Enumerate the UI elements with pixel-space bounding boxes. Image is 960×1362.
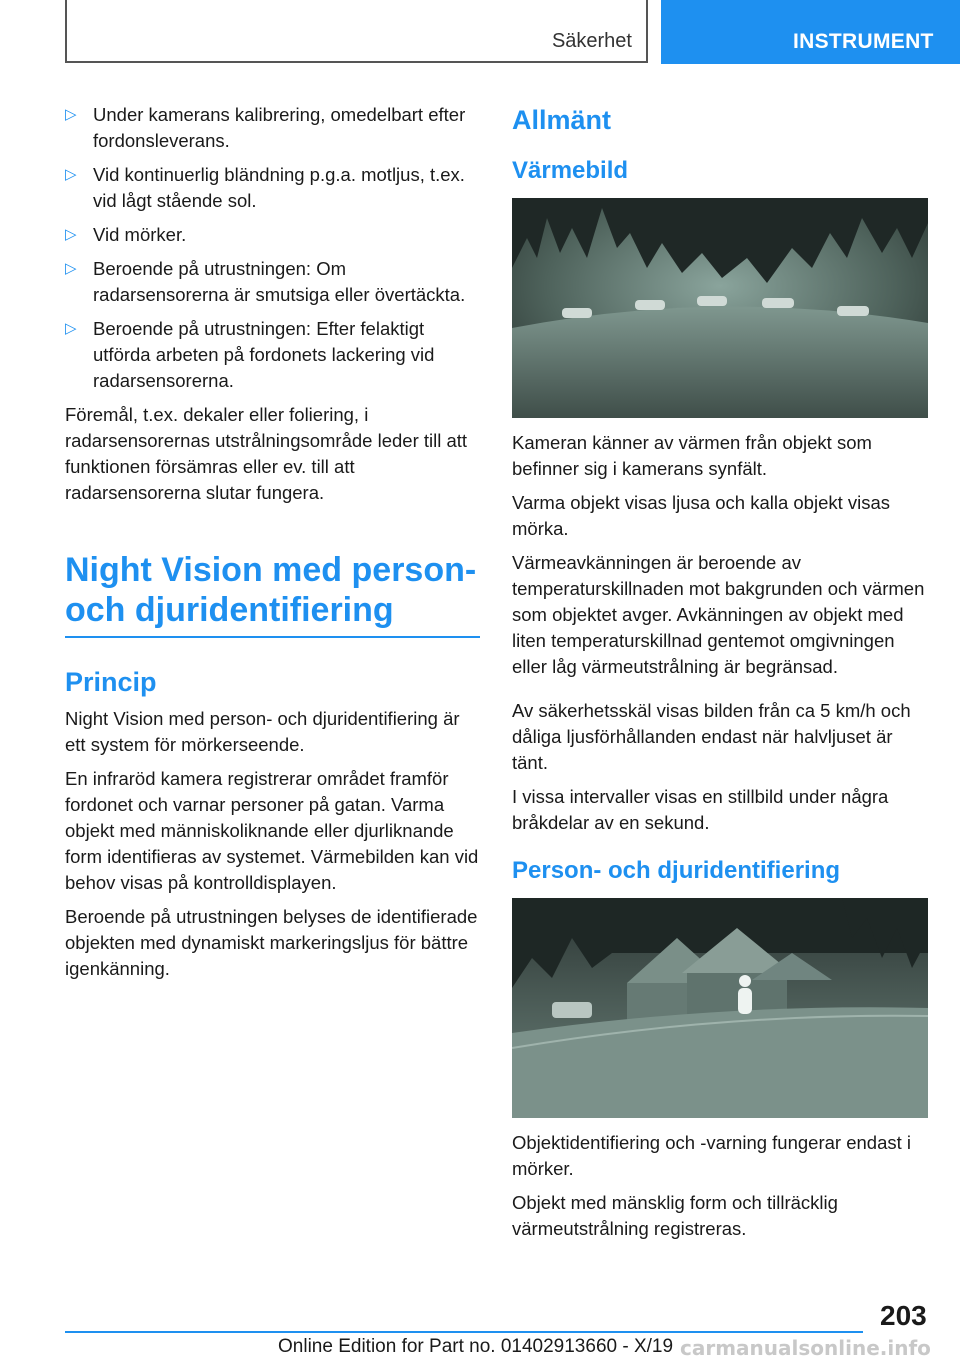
- bullet-item: [65, 222, 480, 248]
- triangle-bullet-icon: ▷: [65, 260, 77, 277]
- bullet-text: Vid mörker.: [93, 224, 187, 245]
- bullet-text: Vid kontinuerlig bländning p.g.a. motljus, t.ex. vid lågt stående sol.: [93, 164, 465, 211]
- principle-heading: Princip: [65, 667, 157, 697]
- bullet-text: Under kamerans kalibrering, omedelbart efter fordonsleverans.: [93, 104, 466, 151]
- thermal-image-pedestrian: [512, 898, 928, 1118]
- header-chapter-label: INSTRUMENT: [793, 30, 934, 53]
- triangle-bullet-icon: ▷: [65, 226, 77, 243]
- principle-paragraph: Beroende på utrustningen belyses de identifierade objekten med dynamiskt markeringsljus för bättre igenkänning.: [65, 906, 478, 979]
- thermal-image-animals: [512, 198, 928, 418]
- footer-edition: Online Edition for Part no. 01402913660 - X/19: [278, 1336, 674, 1357]
- header-section-tab: [65, 0, 648, 63]
- header-section-label: Säkerhet: [551, 30, 632, 52]
- header-chapter-tab: [661, 0, 960, 64]
- detection-paragraph: Objekt med mänsklig form och tillräcklig värmeutstrålning registreras.: [512, 1192, 838, 1239]
- footer-divider: [65, 1331, 863, 1333]
- left-column: [65, 102, 480, 990]
- watermark: carmanualsonline.info: [680, 1336, 931, 1360]
- page-number: 203: [880, 1300, 927, 1331]
- bullet-item: [65, 102, 480, 154]
- page-title: Night Vision med person- och djuridentifiering: [65, 550, 480, 638]
- principle-paragraph: Night Vision med person- och djuridentifiering är ett system för mörkerseende.: [65, 708, 460, 755]
- thermal-paragraph: Kameran känner av värmen från objekt som befinner sig i kamerans synfält.: [512, 432, 872, 479]
- detection-paragraph: Objektidentifiering och -varning fungerar endast i mörker.: [512, 1132, 912, 1179]
- triangle-bullet-icon: ▷: [65, 166, 77, 183]
- detection-heading: Person- och djuridentifiering: [512, 857, 841, 884]
- bullet-item: [65, 162, 480, 214]
- radar-paragraph: Föremål, t.ex. dekaler eller foliering, i radarsensorernas utstrålningsområde leder till att funktionen försämras eller ev. till att radarsensorerna slutar fungera.: [65, 404, 468, 503]
- right-column: [512, 102, 928, 1250]
- speed-paragraph: Av säkerhetsskäl visas bilden från ca 5 km/h och dåliga ljusförhållanden endast när halvljuset är tänt.: [512, 700, 911, 773]
- bullet-text: Beroende på utrustningen: Om radarsensorerna är smutsiga eller övertäckta.: [93, 258, 466, 305]
- triangle-bullet-icon: ▷: [65, 320, 77, 337]
- triangle-bullet-icon: ▷: [65, 106, 77, 123]
- bullet-item: [65, 256, 480, 308]
- bullet-item: [65, 316, 480, 394]
- general-heading: Allmänt: [512, 105, 612, 135]
- thermal-paragraph: Värmeavkänningen är beroende av temperaturskillnaden mot bakgrunden och värmen som objektet avger. Avkänningen av objekt med liten temperaturskillnad gentemot omgivningen eller låg värmeutstrålning är begränsad.: [512, 552, 925, 677]
- thermal-heading: Värmebild: [512, 157, 629, 184]
- thermal-paragraph: Varma objekt visas ljusa och kalla objekt visas mörka.: [512, 492, 891, 539]
- bullet-text: Beroende på utrustningen: Efter felaktigt utförda arbeten på fordonets lackering vid radarsensorerna.: [93, 318, 435, 391]
- speed-paragraph: I vissa intervaller visas en stillbild under några bråkdelar av en sekund.: [512, 786, 889, 833]
- principle-paragraph: En infraröd kamera registrerar området framför fordonet och varnar personer på gatan. Varma objekt med människoliknande eller djurliknande form identifieras av systemet. Värmebilden kan vid behov visas på kontrolldisplayen.: [65, 768, 479, 893]
